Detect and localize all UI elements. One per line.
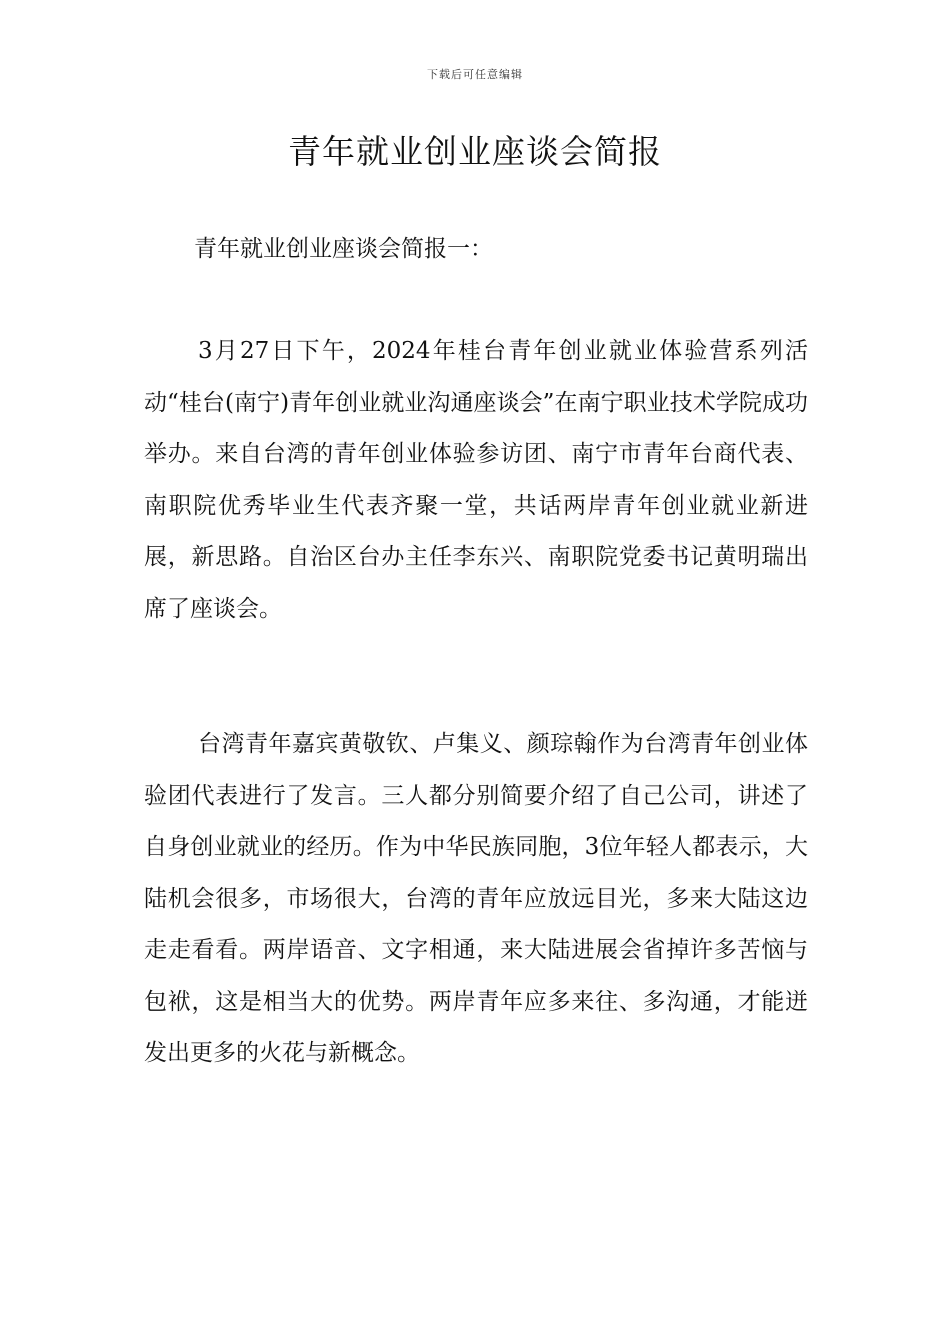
document-subtitle: 青年就业创业座谈会简报一：: [194, 236, 493, 262]
paragraph-1: 3月27日下午，2024年桂台青年创业就业体验营系列活动“桂台(南宁)青年创业就业沟通座谈会”在南宁职业技术学院成功举办。来自台湾的青年创业体验参访团、南宁市青年台商代表、南职院优秀毕业生代表齐聚一堂，共话两岸青年创业就业新进展，新思路。自治区台办主任李东兴、南职院党委书记黄明瑞出席了座谈会。: [144, 338, 808, 622]
paragraph-2: 台湾青年嘉宾黄敬钦、卢集义、颜琮翰作为台湾青年创业体验团代表进行了发言。三人都分别简要介绍了自己公司，讲述了自身创业就业的经历。作为中华民族同胞，3位年轻人都表示，大陆机会很多，市场很大，台湾的青年应放远目光，多来大陆这边走走看看。两岸语音、文字相通，来大陆进展会省掉许多苦恼与包袱，这是相当大的优势。两岸青年应多来往、多沟通，才能迸发出更多的火花与新概念。: [144, 731, 808, 1066]
document-title: 青年就业创业座谈会简报: [288, 132, 662, 171]
header-note: 下载后可任意编辑: [427, 68, 523, 81]
